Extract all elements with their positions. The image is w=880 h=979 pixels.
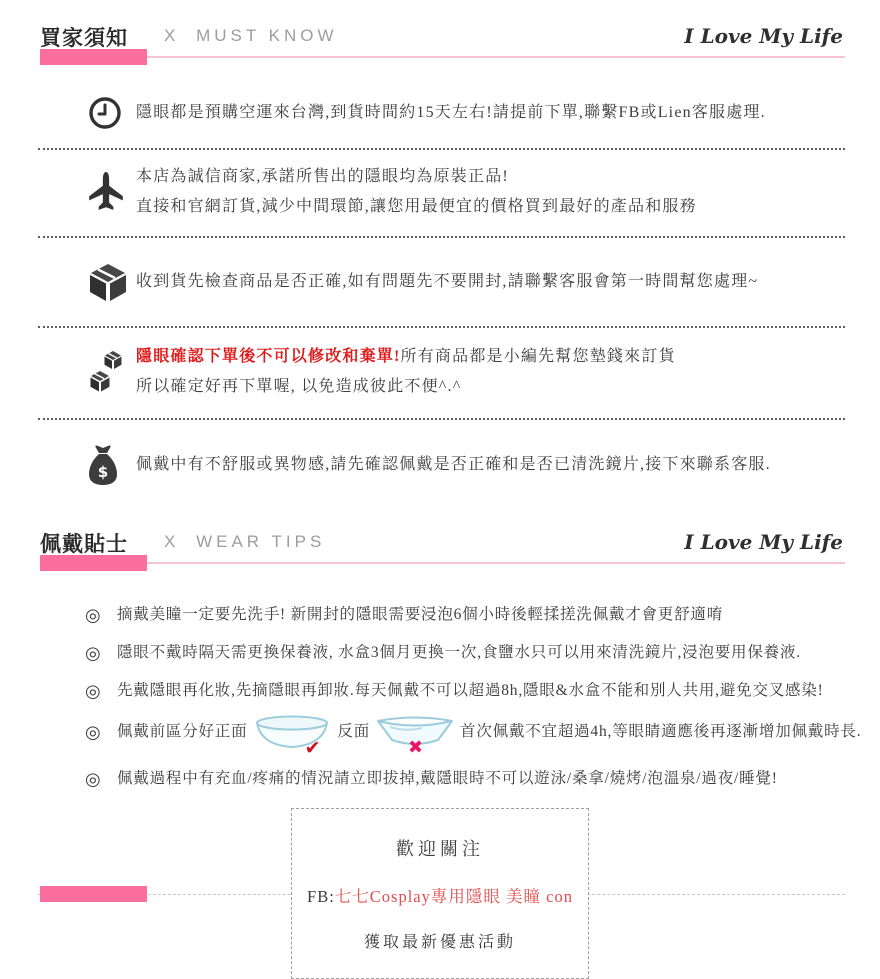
bullseye-bullet-icon: ◎ — [85, 605, 102, 625]
cross-mark: ✖ — [408, 737, 424, 758]
lens-front-figure — [253, 714, 331, 759]
tip-text: 隱眼不戴時隔天需更換保養液, 水盒3個月更換一次,食鹽水只可以用來清洗鏡片,浸泡要用保養液. — [117, 644, 801, 661]
notice-text: 佩戴中有不舒服或異物感,請先確認佩戴是否正確和是否已清洗鏡片,接下來聯系客服. — [136, 456, 771, 473]
fb-account-line — [302, 883, 578, 907]
wear-tips-subtitle — [164, 532, 325, 552]
wear-tips-title-en: WEAR TIPS — [196, 532, 326, 551]
bullseye-bullet-icon: ◎ — [85, 769, 102, 789]
bullseye-bullet-icon: ◎ — [85, 722, 102, 742]
clock-icon — [88, 96, 136, 130]
wear-tips-header — [40, 528, 845, 582]
airplane-icon — [88, 171, 136, 213]
fb-account-name: 七七Cosplay專用隱眼 美瞳 con — [334, 887, 573, 906]
pink-underline — [147, 562, 845, 564]
fb-prefix: FB: — [307, 887, 335, 906]
box-icon — [88, 262, 136, 302]
tip-text: 先戴隱眼再化妝,先摘隱眼再卸妝.每天佩戴不可以超過8h,隱眼&水盒不能和別人共用,避免交叉感染! — [117, 682, 824, 699]
notice-text: 隱眼確認下單後不可以修改和棄單!所有商品都是小編先幫您墊錢來訂貨 — [136, 348, 676, 365]
boxes-icon — [88, 350, 136, 394]
notice-item-discomfort — [88, 420, 845, 512]
must-know-header — [40, 22, 845, 76]
slogan-text: I Love My Life — [684, 530, 843, 554]
moneybag-icon — [88, 444, 136, 486]
bullseye-bullet-icon: ◎ — [85, 643, 102, 663]
tip-text: 摘戴美瞳一定要先洗手! 新開封的隱眼需要浸泡6個小時後輕揉搓洗佩戴才會更舒適唷 — [117, 606, 723, 623]
must-know-title-zh: 買家須知 — [40, 27, 128, 50]
must-know-title-en: MUST KNOW — [196, 26, 338, 45]
notice-item-authentic — [88, 150, 845, 236]
notice-text: 直接和官網訂貨,減少中間環節,讓您用最便宜的價格買到最好的產品和服務 — [136, 198, 697, 215]
follow-title: 歡迎關注 — [396, 839, 484, 859]
lens-back-figure — [376, 714, 454, 758]
notice-item-shipping — [88, 76, 845, 148]
notice-item-inspect — [88, 238, 845, 326]
alert-text: 隱眼確認下單後不可以修改和棄單! — [136, 348, 401, 365]
tip-text: 首次佩戴不宜超過4h,等眼睛適應後再逐漸增加佩戴時長. — [460, 723, 862, 740]
tip-item — [85, 676, 845, 706]
buyer-notice-page — [0, 22, 880, 951]
pink-title-block-clipped — [40, 886, 147, 902]
slogan-text: I Love My Life — [684, 24, 843, 48]
notice-text: 本店為誠信商家,承諾所售出的隱眼均為原裝正品! — [136, 168, 509, 185]
bullseye-bullet-icon: ◎ — [85, 681, 102, 701]
title-divider: X — [164, 532, 178, 551]
follow-subtitle: 獲取最新優惠活動 — [363, 934, 516, 951]
tip-item — [85, 638, 845, 668]
follow-box — [291, 808, 589, 979]
notice-text: 隱眼都是預購空運來台灣,到貨時間約15天左右!請提前下單,聯繫FB或Lien客服處理. — [136, 104, 766, 121]
svg-text:$: $ — [97, 463, 109, 481]
notice-item-no-cancel — [88, 328, 845, 418]
wear-tips-list — [85, 600, 862, 794]
notice-text: 收到貨先檢查商品是否正確,如有問題先不要開封,請聯繫客服會第一時間幫您處理~ — [136, 273, 759, 290]
check-mark: ✔ — [304, 737, 322, 759]
tip-item — [85, 600, 845, 630]
tip-text: 佩戴過程中有充血/疼痛的情況請立即拔掉,戴隱眼時不可以遊泳/桑拿/燒烤/泡溫泉/過夜/睡覺! — [117, 770, 778, 787]
notice-text: 所以確定好再下單喔, 以免造成彼此不便^.^ — [136, 378, 462, 395]
tip-text: 反面 — [337, 723, 371, 740]
pink-underline — [147, 56, 845, 58]
title-divider: X — [164, 26, 178, 45]
must-know-subtitle — [164, 26, 338, 46]
tip-item — [85, 764, 845, 794]
wear-tips-title-zh: 佩戴貼士 — [40, 533, 128, 556]
tip-text: 佩戴前區分好正面 — [117, 723, 248, 740]
tip-item-lens-sides — [85, 714, 862, 759]
